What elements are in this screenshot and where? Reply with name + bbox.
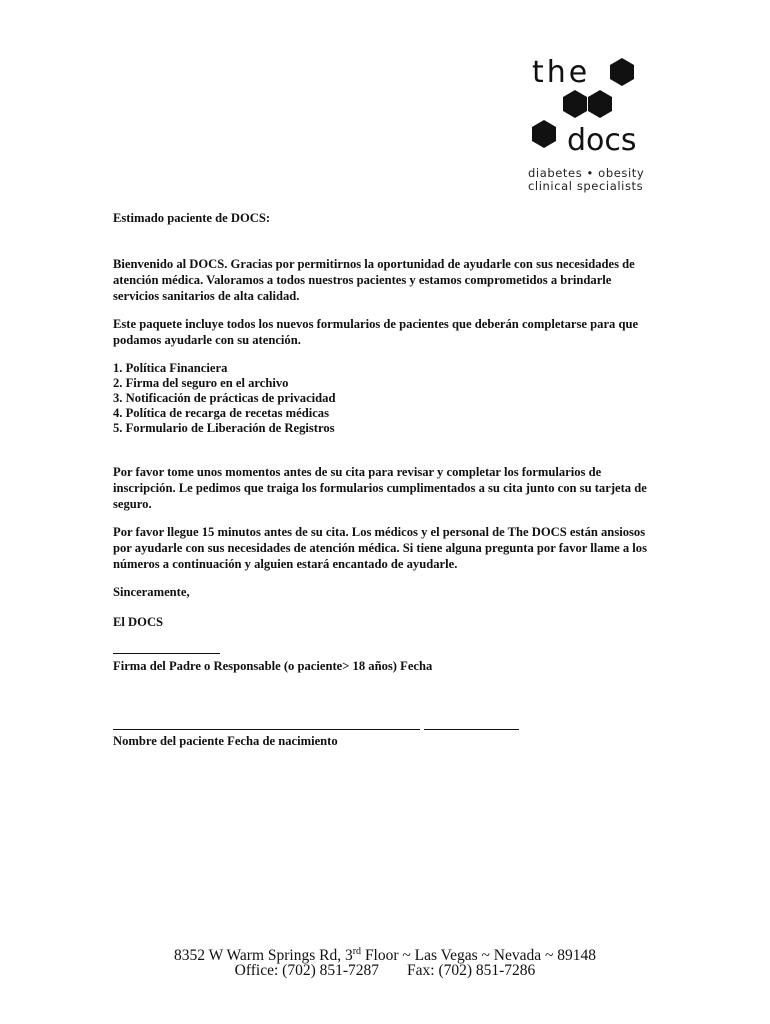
footer-contact (0, 962, 770, 980)
list-item: 3. Notificación de prácticas de privacidad (113, 391, 336, 405)
signature-caption: Firma del Padre o Responsable (o paciente> 18 años) Fecha (113, 659, 433, 673)
logo-tagline-1: diabetes • obesity (528, 166, 645, 180)
paragraph-package: Este paquete incluye todos los nuevos formularios de pacientes que deberán completarse para que podamos ayudarle con su atención. (113, 317, 639, 347)
logo-word-docs: docs (567, 123, 637, 158)
patient-caption: Nombre del paciente Fecha de nacimiento (113, 734, 338, 748)
list-item: 5. Formulario de Liberación de Registros (113, 421, 335, 435)
list-item: 2. Firma del seguro en el archivo (113, 376, 289, 390)
closing: Sinceramente, (113, 585, 190, 599)
footer-address-start: 8352 W Warm Springs Rd, 3 (173, 947, 353, 965)
paragraph-arrive: Por favor llegue 15 minutos antes de su cita. Los médicos y el personal de The DOCS están ansiosos por ayudarle con sus necesidades de atención médica. Si tiene alguna pregunta por favor llame a los números a continuación y alguien estará encantado de ayudarle. (113, 525, 647, 571)
hexagon-middle-right (588, 90, 612, 118)
forms-list (113, 361, 335, 436)
hexagon-top-right (610, 58, 634, 86)
docs-logo (520, 50, 655, 195)
signer: El DOCS (113, 615, 164, 629)
paragraph-review: Por favor tome unos momentos antes de su cita para revisar y completar los formularios de inscripción. Le pedimos que traiga los formularios cumplimentados a su cita junto con su tarjeta de seguro. (113, 465, 647, 511)
list-item: 1. Política Financiera (113, 361, 228, 375)
signature-line[interactable] (113, 653, 220, 654)
paragraph-welcome: Bienvenido al DOCS. Gracias por permitirnos la oportunidad de ayudarle con sus necesidades de atención médica. Valoramos a todos nuestros pacientes y estamos comprometidos a brindarle servicios sanitarios de alta calidad. (113, 257, 635, 303)
list-item: 4. Política de recarga de recetas médicas (113, 406, 330, 420)
salutation: Estimado paciente de DOCS: (113, 211, 271, 225)
birth-date-line[interactable] (424, 729, 519, 730)
hexagon-middle-left (563, 90, 587, 118)
footer-fax: Fax: (702) 851-7286 (407, 962, 536, 979)
footer-address-end: Floor ~ Las Vegas ~ Nevada ~ 89148 (361, 947, 597, 965)
patient-name-line[interactable] (113, 729, 420, 730)
hexagon-bottom-left (532, 120, 556, 148)
logo-tagline-2: clinical specialists (528, 179, 644, 193)
footer-address-sup: rd (352, 946, 362, 957)
logo-word-the: the (532, 55, 591, 90)
footer-office: Office: (702) 851-7287 (234, 962, 380, 979)
